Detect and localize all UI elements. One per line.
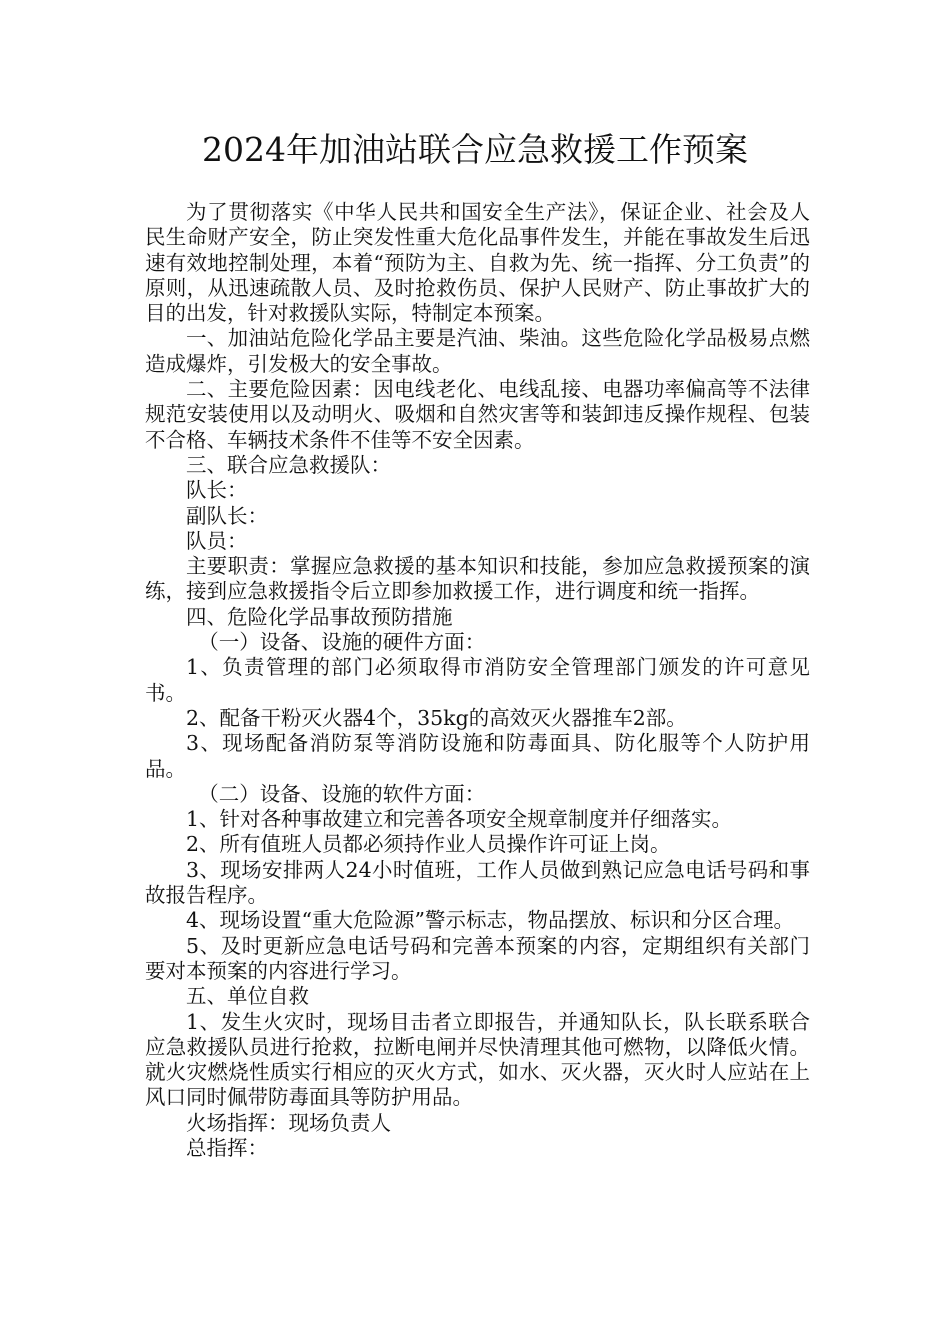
paragraph-hardware-2: 2、配备干粉灭火器4个，35kg的高效灭火器推车2部。 (186, 705, 687, 730)
paragraph-vice-captain: 副队长： (186, 503, 268, 528)
paragraph-duties: 主要职责：掌握应急救援的基本知识和技能，参加应急救援预案的演练，接到应急救援指令后立即参加救援工作，进行调度和统一指挥。 (145, 554, 810, 604)
paragraph-hardware-1: 1、负责管理的部门必须取得市消防安全管理部门颁发的许可意见书。 (145, 655, 810, 705)
paragraph-software-heading: （二）设备、设施的软件方面： (198, 781, 486, 806)
paragraph-intro: 为了贯彻落实《中华人民共和国安全生产法》，保证企业、社会及人民生命财产安全，防止突发性重大危化品事件发生，并能在事故发生后迅速有效地控制处理，本着“预防为主、自救为先、统一指挥、分工负责”的原则，从迅速疏散人员、及时抢救伤员、保护人民财产、防止事故扩大的目的出发，针对救援队实际，特制定本预案。 (145, 200, 810, 326)
paragraph-fire-command: 火场指挥：现场负责人 (186, 1110, 391, 1135)
paragraph-chief-command: 总指挥： (186, 1135, 268, 1160)
paragraph-software-5: 5、及时更新应急电话号码和完善本预案的内容，定期组织有关部门要对本预案的内容进行学习。 (145, 933, 810, 983)
paragraph-hardware-3: 3、现场配备消防泵等消防设施和防毒面具、防化服等个人防护用品。 (145, 731, 810, 781)
document-body (145, 200, 810, 1161)
paragraph-self-rescue-1: 1、发生火灾时，现场目击者立即报告，并通知队长，队长联系联合应急救援队员进行抢救，拉断电闸并尽快清理其他可燃物，以降低火情。就火灾燃烧性质实行相应的灭火方式，如水、灭火器，灭火时人应站在上风口同时佩带防毒面具等防护用品。 (145, 1009, 810, 1110)
paragraph-software-4: 4、现场设置“重大危险源”警示标志，物品摆放、标识和分区合理。 (186, 908, 795, 933)
paragraph-section-3: 三、联合应急救援队： (186, 452, 391, 477)
paragraph-hardware-heading: （一）设备、设施的硬件方面： (198, 630, 486, 655)
paragraph-software-2: 2、所有值班人员都必须持作业人员操作许可证上岗。 (186, 832, 671, 857)
paragraph-section-4: 四、危险化学品事故预防措施 (186, 604, 453, 629)
paragraph-members: 队员： (186, 528, 248, 553)
paragraph-software-3: 3、现场安排两人24小时值班，工作人员做到熟记应急电话号码和事故报告程序。 (145, 857, 810, 908)
paragraph-captain: 队长： (186, 478, 248, 503)
paragraph-section-1: 一、加油站危险化学品主要是汽油、柴油。这些危险化学品极易点燃造成爆炸，引发极大的安全事故。 (145, 326, 810, 376)
paragraph-section-2: 二、主要危险因素：因电线老化、电线乱接、电器功率偏高等不法律规范安装使用以及动明火、吸烟和自然灾害等和装卸违反操作规程、包装不合格、车辆技术条件不佳等不安全因素。 (145, 377, 810, 452)
paragraph-section-5: 五、单位自救 (186, 984, 309, 1009)
paragraph-software-1: 1、针对各种事故建立和完善各项安全规章制度并仔细落实。 (186, 807, 733, 832)
document-title: 2024年加油站联合应急救援工作预案 (202, 130, 748, 169)
